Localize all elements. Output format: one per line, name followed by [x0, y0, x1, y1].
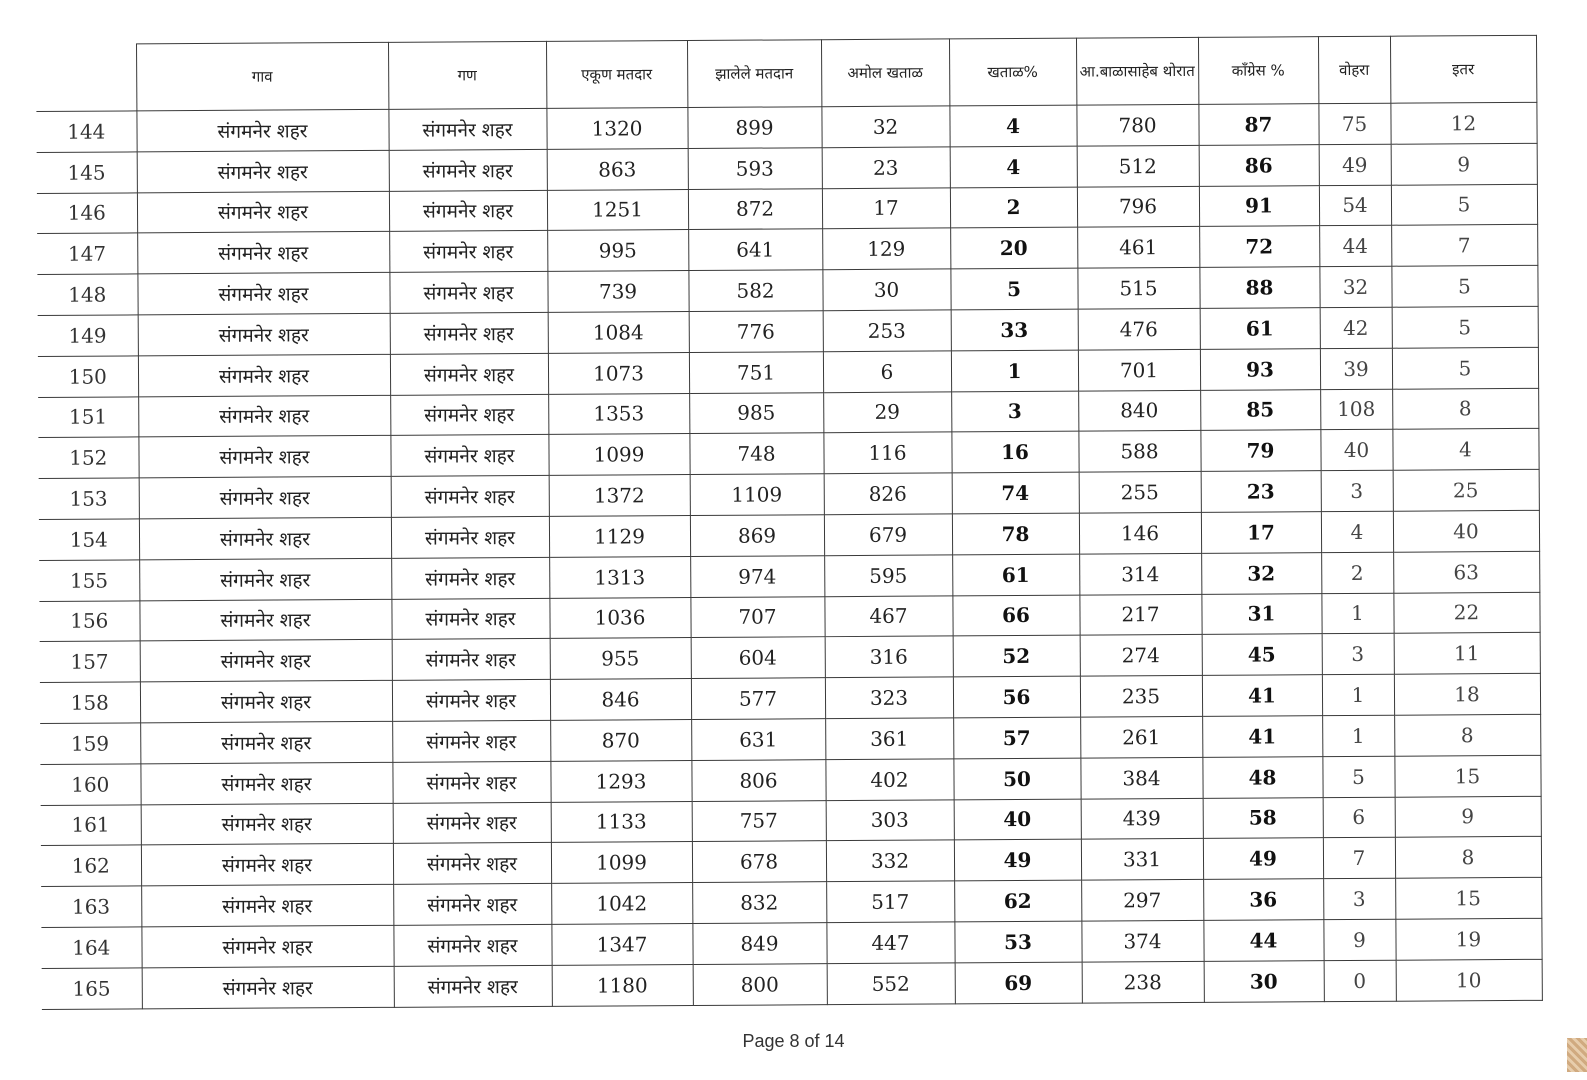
cell-total-voters: 1073 [548, 352, 689, 394]
cell-total-voters: 1084 [548, 312, 689, 354]
cell-congress-percent: 93 [1200, 348, 1320, 390]
cell-other: 12 [1390, 102, 1536, 144]
cell-vohra: 40 [1320, 430, 1392, 471]
cell-congress-percent: 85 [1200, 389, 1320, 431]
cell-serial: 153 [39, 478, 139, 519]
cell-votes-cast: 899 [687, 107, 821, 149]
cell-total-voters: 995 [547, 230, 688, 272]
cell-other: 63 [1393, 551, 1539, 593]
cell-votes-cast: 872 [688, 188, 822, 230]
cell-serial: 146 [37, 192, 137, 233]
cell-votes-cast: 1109 [690, 474, 824, 516]
cell-congress-percent: 17 [1201, 512, 1321, 554]
cell-khatal-percent: 50 [953, 758, 1080, 800]
cell-vohra: 2 [1321, 552, 1393, 593]
table-header-row [36, 35, 1536, 111]
table-body [36, 102, 1541, 1009]
cell-village: संगमनेर शहर [139, 558, 391, 600]
cell-total-voters: 1036 [549, 597, 690, 639]
cell-serial: 144 [36, 111, 136, 152]
cell-votes-cast: 604 [691, 637, 825, 679]
cell-village: संगमनेर शहर [140, 640, 392, 682]
cell-thorat: 274 [1080, 635, 1202, 677]
cell-vohra: 3 [1323, 878, 1395, 919]
cell-other: 8 [1392, 388, 1538, 430]
cell-khatal-percent: 52 [953, 635, 1080, 677]
cell-gan: संगमनेर शहर [393, 802, 551, 844]
cell-village: संगमनेर शहर [141, 925, 393, 967]
cell-total-voters: 1313 [549, 556, 690, 598]
cell-amol-khatal: 402 [825, 759, 953, 801]
cell-village: संगमनेर शहर [138, 436, 390, 478]
cell-gan: संगमनेर शहर [391, 476, 549, 518]
cell-khatal-percent: 5 [950, 268, 1077, 310]
cell-vohra: 4 [1321, 511, 1393, 552]
cell-other: 5 [1392, 347, 1538, 389]
header-gan: गण [388, 41, 546, 109]
cell-khatal-percent: 74 [952, 472, 1079, 514]
cell-total-voters: 1320 [546, 108, 687, 150]
cell-total-voters: 739 [547, 271, 688, 313]
cell-vohra: 6 [1323, 797, 1395, 838]
cell-other: 15 [1395, 877, 1541, 919]
cell-gan: संगमनेर शहर [389, 231, 547, 273]
cell-other: 7 [1391, 225, 1537, 267]
cell-congress-percent: 86 [1199, 144, 1319, 186]
cell-congress-percent: 23 [1201, 471, 1321, 513]
cell-other: 15 [1394, 755, 1540, 797]
header-khatal-percent: खताळ% [949, 38, 1076, 106]
cell-village: संगमनेर शहर [141, 844, 393, 886]
cell-khatal-percent: 20 [950, 228, 1077, 270]
cell-khatal-percent: 33 [951, 309, 1078, 351]
cell-other: 5 [1391, 184, 1537, 226]
cell-congress-percent: 41 [1202, 716, 1322, 758]
cell-serial: 156 [39, 600, 139, 641]
cell-other: 8 [1395, 837, 1541, 879]
cell-village: संगमनेर शहर [140, 680, 392, 722]
cell-thorat: 374 [1081, 920, 1203, 962]
cell-amol-khatal: 29 [823, 391, 951, 433]
cell-serial: 149 [38, 315, 138, 356]
cell-gan: संगमनेर शहर [392, 680, 550, 722]
cell-serial: 148 [37, 274, 137, 315]
cell-serial: 154 [39, 519, 139, 560]
cell-village: संगमनेर शहर [140, 762, 392, 804]
cell-other: 10 [1396, 959, 1542, 1001]
cell-village: संगमनेर शहर [139, 477, 391, 519]
cell-votes-cast: 577 [691, 678, 825, 720]
cell-gan: संगमनेर शहर [389, 272, 547, 314]
cell-khatal-percent: 1 [951, 350, 1078, 392]
cell-thorat: 384 [1080, 757, 1202, 799]
cell-vohra: 7 [1323, 838, 1395, 879]
cell-amol-khatal: 253 [823, 310, 951, 352]
cell-khatal-percent: 3 [951, 391, 1078, 433]
cell-votes-cast: 800 [693, 963, 827, 1005]
cell-amol-khatal: 6 [823, 351, 951, 393]
cell-vohra: 1 [1322, 674, 1394, 715]
header-other: इतर [1390, 35, 1536, 103]
cell-congress-percent: 61 [1200, 308, 1320, 350]
header-congress-percent: कॉंग्रेस % [1198, 37, 1318, 105]
cell-village: संगमनेर शहर [136, 109, 388, 151]
cell-congress-percent: 36 [1203, 879, 1323, 921]
cell-thorat: 314 [1079, 553, 1201, 595]
cell-congress-percent: 30 [1204, 960, 1324, 1002]
header-total-voters: एकूण मतदार [546, 41, 687, 109]
cell-amol-khatal: 303 [826, 799, 954, 841]
cell-congress-percent: 32 [1201, 552, 1321, 594]
cell-votes-cast: 678 [692, 841, 826, 883]
cell-serial: 157 [40, 641, 140, 682]
cell-total-voters: 1293 [550, 760, 691, 802]
cell-village: संगमनेर शहर [139, 517, 391, 559]
cell-votes-cast: 974 [690, 555, 824, 597]
cell-gan: संगमनेर शहर [393, 924, 551, 966]
cell-village: संगमनेर शहर [142, 966, 394, 1008]
document-sheet [28, 44, 1542, 1029]
cell-gan: संगमनेर शहर [390, 435, 548, 477]
cell-village: संगमनेर शहर [139, 599, 391, 641]
cell-votes-cast: 631 [691, 719, 825, 761]
cell-village: संगमनेर शहर [137, 232, 389, 274]
cell-serial: 162 [41, 845, 141, 886]
cell-other: 11 [1394, 633, 1540, 675]
cell-vohra: 3 [1321, 470, 1393, 511]
cell-thorat: 255 [1079, 472, 1201, 514]
cell-khatal-percent: 40 [954, 799, 1081, 841]
cell-thorat: 297 [1081, 880, 1203, 922]
cell-amol-khatal: 467 [824, 595, 952, 637]
cell-votes-cast: 593 [688, 147, 822, 189]
cell-gan: संगमनेर शहर [393, 843, 551, 885]
cell-congress-percent: 58 [1203, 797, 1323, 839]
cell-serial: 152 [38, 437, 138, 478]
cell-khatal-percent: 4 [950, 146, 1077, 188]
cell-gan: संगमनेर शहर [391, 598, 549, 640]
cell-congress-percent: 48 [1202, 756, 1322, 798]
cell-other: 4 [1392, 429, 1538, 471]
page-number: Page 8 of 14 [742, 1031, 845, 1051]
cell-congress-percent: 31 [1201, 593, 1321, 635]
cell-gan: संगमनेर शहर [392, 720, 550, 762]
cell-total-voters: 1133 [551, 801, 692, 843]
cell-other: 8 [1394, 714, 1540, 756]
cell-serial: 165 [42, 968, 142, 1009]
cell-total-voters: 955 [550, 638, 691, 680]
cell-amol-khatal: 116 [823, 432, 951, 474]
cell-thorat: 701 [1078, 349, 1200, 391]
cell-votes-cast: 582 [688, 270, 822, 312]
cell-vohra: 1 [1322, 715, 1394, 756]
cell-votes-cast: 748 [689, 433, 823, 475]
cell-serial: 150 [38, 356, 138, 397]
cell-votes-cast: 806 [691, 759, 825, 801]
cell-khatal-percent: 69 [955, 962, 1082, 1004]
cell-serial: 145 [37, 152, 137, 193]
cell-thorat: 146 [1079, 512, 1201, 554]
cell-votes-cast: 869 [690, 515, 824, 557]
header-votes-cast: झालेले मतदान [687, 40, 821, 108]
cell-village: संगमनेर शहर [141, 884, 393, 926]
cell-serial: 151 [38, 396, 138, 437]
cell-village: संगमनेर शहर [141, 803, 393, 845]
polling-results-table [36, 35, 1542, 1010]
cell-serial: 164 [41, 927, 141, 968]
cell-votes-cast: 641 [688, 229, 822, 271]
cell-other: 22 [1393, 592, 1539, 634]
cell-vohra: 75 [1318, 103, 1390, 144]
cell-village: संगमनेर शहर [137, 150, 389, 192]
cell-total-voters: 863 [547, 148, 688, 190]
cell-total-voters: 870 [550, 719, 691, 761]
cell-congress-percent: 88 [1199, 267, 1319, 309]
cell-congress-percent: 91 [1199, 185, 1319, 227]
cell-other: 5 [1391, 266, 1537, 308]
cell-amol-khatal: 30 [822, 269, 950, 311]
cell-amol-khatal: 23 [822, 147, 950, 189]
cell-vohra: 0 [1324, 960, 1396, 1001]
cell-thorat: 840 [1078, 390, 1200, 432]
cell-amol-khatal: 826 [824, 473, 952, 515]
cell-gan: संगमनेर शहर [389, 149, 547, 191]
cell-khatal-percent: 61 [952, 554, 1079, 596]
cell-vohra: 44 [1319, 226, 1391, 267]
cell-serial: 161 [41, 804, 141, 845]
cell-amol-khatal: 517 [826, 881, 954, 923]
cell-other: 25 [1393, 470, 1539, 512]
cell-total-voters: 1180 [552, 964, 693, 1006]
cell-village: संगमनेर शहर [138, 313, 390, 355]
cell-khatal-percent: 16 [951, 432, 1078, 474]
cell-vohra: 49 [1319, 144, 1391, 185]
table-row [42, 959, 1542, 1009]
cell-votes-cast: 832 [692, 882, 826, 924]
cell-village: संगमनेर शहर [140, 721, 392, 763]
cell-village: संगमनेर शहर [137, 191, 389, 233]
cell-congress-percent: 79 [1200, 430, 1320, 472]
cell-vohra: 1 [1321, 593, 1393, 634]
cell-serial: 147 [37, 233, 137, 274]
cell-amol-khatal: 595 [824, 555, 952, 597]
cell-gan: संगमनेर शहर [393, 884, 551, 926]
cell-amol-khatal: 447 [826, 922, 954, 964]
cell-gan: संगमनेर शहर [391, 516, 549, 558]
cell-khatal-percent: 66 [952, 595, 1079, 637]
header-thorat: आ.बाळासाहेब थोरात [1076, 37, 1198, 105]
cell-thorat: 780 [1076, 104, 1198, 146]
cell-khatal-percent: 2 [950, 187, 1077, 229]
cell-congress-percent: 87 [1198, 104, 1318, 146]
cell-other: 40 [1393, 510, 1539, 552]
cell-khatal-percent: 57 [953, 717, 1080, 759]
cell-amol-khatal: 679 [824, 514, 952, 556]
cell-gan: संगमनेर शहर [392, 761, 550, 803]
cell-total-voters: 1353 [548, 393, 689, 435]
cell-thorat: 238 [1082, 961, 1204, 1003]
cell-total-voters: 1099 [551, 842, 692, 884]
cell-vohra: 32 [1319, 266, 1391, 307]
cell-vohra: 42 [1320, 307, 1392, 348]
cell-thorat: 461 [1077, 227, 1199, 269]
cell-votes-cast: 707 [690, 596, 824, 638]
cell-congress-percent: 41 [1202, 675, 1322, 717]
cell-gan: संगमनेर शहर [390, 353, 548, 395]
page-corner-mark [1567, 1038, 1587, 1072]
header-vohra: वोहरा [1318, 36, 1390, 103]
cell-serial: 158 [40, 682, 140, 723]
header-village: गाव [136, 42, 388, 111]
cell-khatal-percent: 53 [954, 921, 1081, 963]
cell-congress-percent: 49 [1203, 838, 1323, 880]
cell-thorat: 796 [1077, 186, 1199, 228]
cell-total-voters: 1251 [547, 189, 688, 231]
cell-other: 9 [1395, 796, 1541, 838]
cell-other: 19 [1395, 918, 1541, 960]
cell-village: संगमनेर शहर [138, 395, 390, 437]
cell-gan: संगमनेर शहर [388, 108, 546, 150]
cell-amol-khatal: 323 [825, 677, 953, 719]
cell-khatal-percent: 49 [954, 839, 1081, 881]
cell-thorat: 217 [1079, 594, 1201, 636]
cell-khatal-percent: 4 [949, 105, 1076, 147]
cell-gan: संगमनेर शहर [389, 190, 547, 232]
cell-khatal-percent: 56 [953, 676, 1080, 718]
cell-amol-khatal: 552 [827, 963, 955, 1005]
cell-congress-percent: 72 [1199, 226, 1319, 268]
cell-gan: संगमनेर शहर [391, 557, 549, 599]
cell-amol-khatal: 361 [825, 718, 953, 760]
cell-gan: संगमनेर शहर [392, 639, 550, 681]
cell-vohra: 5 [1322, 756, 1394, 797]
cell-thorat: 476 [1078, 308, 1200, 350]
cell-total-voters: 846 [550, 679, 691, 721]
cell-congress-percent: 44 [1203, 920, 1323, 962]
cell-total-voters: 1129 [549, 515, 690, 557]
cell-gan: संगमनेर शहर [390, 312, 548, 354]
cell-thorat: 512 [1077, 145, 1199, 187]
cell-khatal-percent: 62 [954, 880, 1081, 922]
cell-total-voters: 1347 [551, 923, 692, 965]
cell-other: 9 [1391, 143, 1537, 185]
cell-votes-cast: 776 [689, 311, 823, 353]
cell-gan: संगमनेर शहर [394, 965, 552, 1007]
cell-other: 18 [1394, 673, 1540, 715]
cell-khatal-percent: 78 [952, 513, 1079, 555]
cell-vohra: 54 [1319, 185, 1391, 226]
cell-other: 5 [1392, 306, 1538, 348]
cell-congress-percent: 45 [1202, 634, 1322, 676]
cell-thorat: 235 [1080, 676, 1202, 718]
cell-votes-cast: 849 [692, 923, 826, 965]
cell-thorat: 261 [1080, 716, 1202, 758]
cell-thorat: 439 [1081, 798, 1203, 840]
cell-amol-khatal: 316 [825, 636, 953, 678]
cell-total-voters: 1372 [549, 475, 690, 517]
header-amol-khatal: अमोल खताळ [821, 39, 949, 107]
cell-amol-khatal: 17 [822, 188, 950, 230]
cell-village: संगमनेर शहर [137, 273, 389, 315]
cell-serial: 160 [40, 764, 140, 805]
cell-serial: 155 [39, 560, 139, 601]
cell-amol-khatal: 32 [821, 106, 949, 148]
cell-votes-cast: 985 [689, 392, 823, 434]
cell-amol-khatal: 129 [822, 228, 950, 270]
cell-vohra: 9 [1323, 919, 1395, 960]
cell-gan: संगमनेर शहर [390, 394, 548, 436]
cell-village: संगमनेर शहर [138, 354, 390, 396]
cell-thorat: 515 [1077, 268, 1199, 310]
cell-vohra: 39 [1320, 348, 1392, 389]
header-serial [36, 44, 136, 112]
cell-thorat: 588 [1078, 431, 1200, 473]
cell-vohra: 108 [1320, 389, 1392, 430]
cell-thorat: 331 [1081, 839, 1203, 881]
cell-votes-cast: 751 [689, 351, 823, 393]
cell-amol-khatal: 332 [826, 840, 954, 882]
cell-total-voters: 1099 [548, 434, 689, 476]
cell-votes-cast: 757 [692, 800, 826, 842]
cell-serial: 163 [41, 886, 141, 927]
cell-serial: 159 [40, 723, 140, 764]
cell-total-voters: 1042 [551, 883, 692, 925]
cell-vohra: 3 [1322, 634, 1394, 675]
